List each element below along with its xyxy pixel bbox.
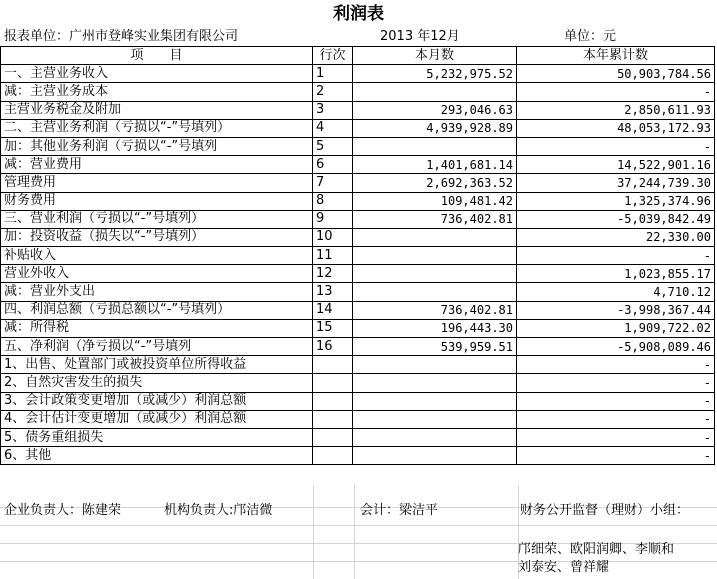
table-row: [1, 392, 715, 410]
row-ytd-value: -3,998,367.44: [517, 301, 715, 319]
row-number: 8: [313, 192, 353, 210]
table-row: [1, 174, 715, 192]
row-number: 13: [313, 283, 353, 301]
row-month-value: 4,939,928.89: [353, 119, 517, 137]
row-month-value: [353, 447, 517, 465]
row-ytd-value: 50,903,784.56: [517, 65, 715, 83]
row-item-label: 3、会计政策变更增加（或减少）利润总额: [1, 392, 313, 410]
row-number: 11: [313, 247, 353, 265]
table-row: [1, 192, 715, 210]
row-item-label: 三、营业利润（亏损以“-”号填列）: [1, 210, 313, 228]
column-header-month: 本月数: [353, 47, 517, 65]
row-month-value: 736,402.81: [353, 210, 517, 228]
table-row: [1, 137, 715, 155]
row-ytd-value: 48,053,172.93: [517, 119, 715, 137]
table-row: [1, 228, 715, 246]
row-item-label: 5、债务重组损失: [1, 428, 313, 446]
table-row: [1, 210, 715, 228]
row-number: [313, 447, 353, 465]
table-row: [1, 265, 715, 283]
row-item-label: 四、利润总额（亏损总额以“-”号填列）: [1, 301, 313, 319]
column-header-ytd: 本年累计数: [517, 47, 715, 65]
row-month-value: 539,959.51: [353, 338, 517, 356]
report-title: 利润表: [333, 4, 384, 24]
row-number: 2: [313, 83, 353, 101]
row-item-label: 管理费用: [1, 174, 313, 192]
row-ytd-value: -: [517, 410, 715, 428]
row-item-label: 减：主营业务成本: [1, 83, 313, 101]
row-ytd-value: 1,909,722.02: [517, 319, 715, 337]
table-row: [1, 101, 715, 119]
table-row: [1, 65, 715, 83]
row-number: [313, 374, 353, 392]
spreadsheet-gridlines: [0, 485, 717, 579]
row-ytd-value: 14,522,901.16: [517, 156, 715, 174]
row-month-value: [353, 283, 517, 301]
table-row: [1, 283, 715, 301]
row-number: 6: [313, 156, 353, 174]
row-item-label: 二、主营业务利润（亏损以“-”号填列）: [1, 119, 313, 137]
row-ytd-value: -: [517, 247, 715, 265]
row-item-label: 2、自然灾害发生的损失: [1, 374, 313, 392]
table-row: [1, 447, 715, 465]
row-ytd-value: 4,710.12: [517, 283, 715, 301]
row-number: 12: [313, 265, 353, 283]
table-row: [1, 374, 715, 392]
table-row: [1, 83, 715, 101]
row-item-label: 6、其他: [1, 447, 313, 465]
row-item-label: 加：投资收益（损失以“-”号填列）: [1, 228, 313, 246]
row-month-value: 293,046.63: [353, 101, 517, 119]
row-number: 5: [313, 137, 353, 155]
table-row: [1, 356, 715, 374]
committee-members-line1: 邝细荣、欧阳润卿、李顺和: [518, 542, 675, 557]
row-number: 3: [313, 101, 353, 119]
table-header-row: [1, 47, 715, 65]
report-period: 2013 年12月: [380, 29, 460, 44]
row-ytd-value: 1,023,855.17: [517, 265, 715, 283]
row-month-value: [353, 374, 517, 392]
row-item-label: 五、净利润（净亏损以“-”号填列: [1, 338, 313, 356]
row-month-value: [353, 228, 517, 246]
row-ytd-value: -5,908,089.46: [517, 338, 715, 356]
row-ytd-value: 22,330.00: [517, 228, 715, 246]
row-number: 15: [313, 319, 353, 337]
accountant-signature: 会计：梁洁平: [360, 503, 439, 518]
row-month-value: 196,443.30: [353, 319, 517, 337]
column-header-item: 项 目: [1, 47, 313, 65]
row-month-value: 2,692,363.52: [353, 174, 517, 192]
row-ytd-value: 2,850,611.93: [517, 101, 715, 119]
table-row: [1, 119, 715, 137]
row-number: [313, 356, 353, 374]
row-number: 4: [313, 119, 353, 137]
row-item-label: 减：营业外支出: [1, 283, 313, 301]
row-number: [313, 392, 353, 410]
row-ytd-value: -: [517, 137, 715, 155]
row-number: [313, 410, 353, 428]
row-number: 7: [313, 174, 353, 192]
row-month-value: 1,401,681.14: [353, 156, 517, 174]
company-head-signature: 企业负责人：陈建荣: [4, 503, 122, 518]
reporting-unit: 报表单位：广州市登峰实业集团有限公司: [4, 29, 239, 44]
row-number: 1: [313, 65, 353, 83]
table-row: [1, 156, 715, 174]
row-item-label: 加：其他业务利润（亏损以“-”号填列: [1, 137, 313, 155]
row-month-value: [353, 356, 517, 374]
row-month-value: 109,481.42: [353, 192, 517, 210]
column-header-row-no: 行次: [313, 47, 353, 65]
row-month-value: [353, 392, 517, 410]
row-item-label: 1、出售、处置部门或被投资单位所得收益: [1, 356, 313, 374]
row-month-value: [353, 137, 517, 155]
row-ytd-value: -: [517, 447, 715, 465]
row-month-value: [353, 265, 517, 283]
row-number: [313, 428, 353, 446]
table-row: [1, 247, 715, 265]
row-month-value: [353, 428, 517, 446]
row-ytd-value: -: [517, 428, 715, 446]
row-ytd-value: 1,325,374.96: [517, 192, 715, 210]
table-row: [1, 428, 715, 446]
row-month-value: [353, 83, 517, 101]
row-month-value: 736,402.81: [353, 301, 517, 319]
row-item-label: 主营业务税金及附加: [1, 101, 313, 119]
currency-unit: 单位：元: [564, 29, 617, 44]
row-item-label: 营业外收入: [1, 265, 313, 283]
row-item-label: 4、会计估计变更增加（或减少）利润总额: [1, 410, 313, 428]
row-item-label: 财务费用: [1, 192, 313, 210]
row-ytd-value: 37,244,739.30: [517, 174, 715, 192]
committee-members-line2: 刘泰安、曾祥耀: [518, 560, 610, 575]
table-row: [1, 301, 715, 319]
table-row: [1, 338, 715, 356]
income-statement-table: [0, 46, 715, 465]
row-item-label: 一、主营业务收入: [1, 65, 313, 83]
row-month-value: [353, 410, 517, 428]
row-number: 9: [313, 210, 353, 228]
row-ytd-value: -: [517, 374, 715, 392]
row-item-label: 减：营业费用: [1, 156, 313, 174]
row-number: 14: [313, 301, 353, 319]
row-item-label: 减：所得税: [1, 319, 313, 337]
row-ytd-value: -5,039,842.49: [517, 210, 715, 228]
org-head-signature: 机构负责人:邝洁微: [164, 503, 273, 518]
row-month-value: [353, 247, 517, 265]
row-item-label: 补贴收入: [1, 247, 313, 265]
row-ytd-value: -: [517, 392, 715, 410]
committee-label: 财务公开监督（理财）小组：: [520, 503, 690, 518]
table-row: [1, 319, 715, 337]
row-number: 10: [313, 228, 353, 246]
table-row: [1, 410, 715, 428]
row-month-value: 5,232,975.52: [353, 65, 517, 83]
row-ytd-value: -: [517, 356, 715, 374]
row-ytd-value: -: [517, 83, 715, 101]
row-number: 16: [313, 338, 353, 356]
